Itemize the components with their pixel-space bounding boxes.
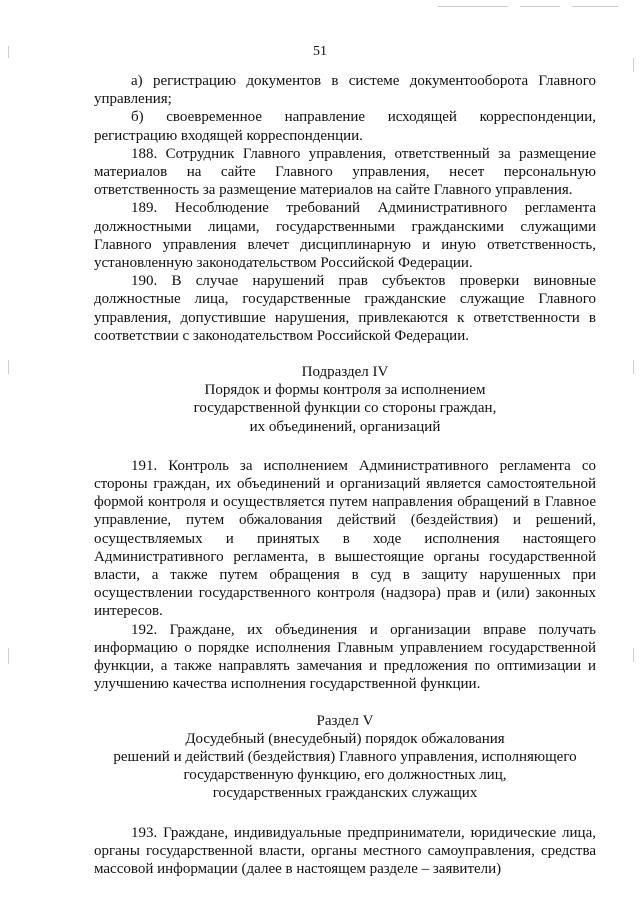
paragraph-188: 188. Сотрудник Главного управления, ответственный за размещение материалов на сайте Главного управления, несет персональную ответственность за размещение материалов на сайте Главного управления.	[94, 145, 596, 199]
paragraph-193: 193. Граждане, индивидуальные предприниматели, юридические лица, органы государственной власти, органы местного самоуправления, средства массовой информации (далее в настоящем разделе – заявители)	[94, 824, 596, 877]
section-5-line-2: решений и действий (бездействия) Главного управления, исполняющего	[113, 748, 577, 765]
section-5-line-3: государственную функцию, его должностных лиц,	[183, 767, 507, 784]
scan-artifact-edge	[8, 648, 9, 664]
page-number: 51	[313, 44, 327, 59]
section-5-line-1: Досудебный (внесудебный) порядок обжалования	[185, 730, 505, 747]
paragraph-item-a: а) регистрацию документов в системе документооборота Главного управления;	[94, 73, 596, 108]
subsection-4-heading	[94, 363, 596, 436]
scan-artifact-top	[572, 6, 618, 7]
subsection-4-line-3: их объединений, организаций	[249, 418, 441, 435]
scan-artifact-edge	[633, 648, 634, 662]
section-5-title: Раздел V	[316, 712, 374, 729]
subsection-4-line-2: государственной функции со стороны граждан,	[193, 400, 497, 417]
scan-artifact-edge	[8, 360, 9, 374]
subsection-4-line-1: Порядок и формы контроля за исполнением	[204, 382, 486, 399]
paragraph-item-b: б) своевременное направление исходящей корреспонденции, регистрацию входящей корреспонденции.	[94, 109, 596, 144]
scan-artifact-top	[438, 6, 508, 7]
paragraph-191: 191. Контроль за исполнением Административного регламента со стороны граждан, их объединений и организаций является самостоятельной формой контроля и осуществляется путем направления обращений в Главное управление, путем обжалования действий (бездействия) и решений, осуществляемых и принятых в ходе исполнения настоящего Административного регламента, в вышестоящие органы государственной власти, а также путем обращения в суд в защиту нарушенных при осуществлении государственного контроля (надзора) прав и (или) законных интересов.	[94, 457, 596, 620]
subsection-4-title: Подраздел IV	[301, 364, 389, 381]
paragraph-189: 189. Несоблюдение требований Административного регламента должностными лицами, государственными гражданскими служащими Главного управления влечет дисциплинарную и иную ответственность, установленную законодательством Российской Федерации.	[94, 200, 596, 272]
scan-artifact-edge	[633, 58, 634, 72]
section-5-heading	[94, 712, 596, 803]
document-body	[94, 72, 596, 878]
paragraph-190: 190. В случае нарушений прав субъектов проверки виновные должностные лица, государственные гражданские служащие Главного управления, допустившие нарушения, привлекаются к ответственности в соответствии с законодательством Российской Федерации.	[94, 273, 596, 344]
scan-artifact-top	[520, 6, 560, 7]
paragraph-192: 192. Граждане, их объединения и организации вправе получать информацию о порядке исполнения Главным управлением государственной функции, а также направлять замечания и предложения по оптимизации и улучшению качества исполнения государственной функции.	[94, 621, 596, 693]
scan-artifact-edge	[633, 360, 634, 374]
section-5-line-4: государственных гражданских служащих	[212, 785, 478, 802]
